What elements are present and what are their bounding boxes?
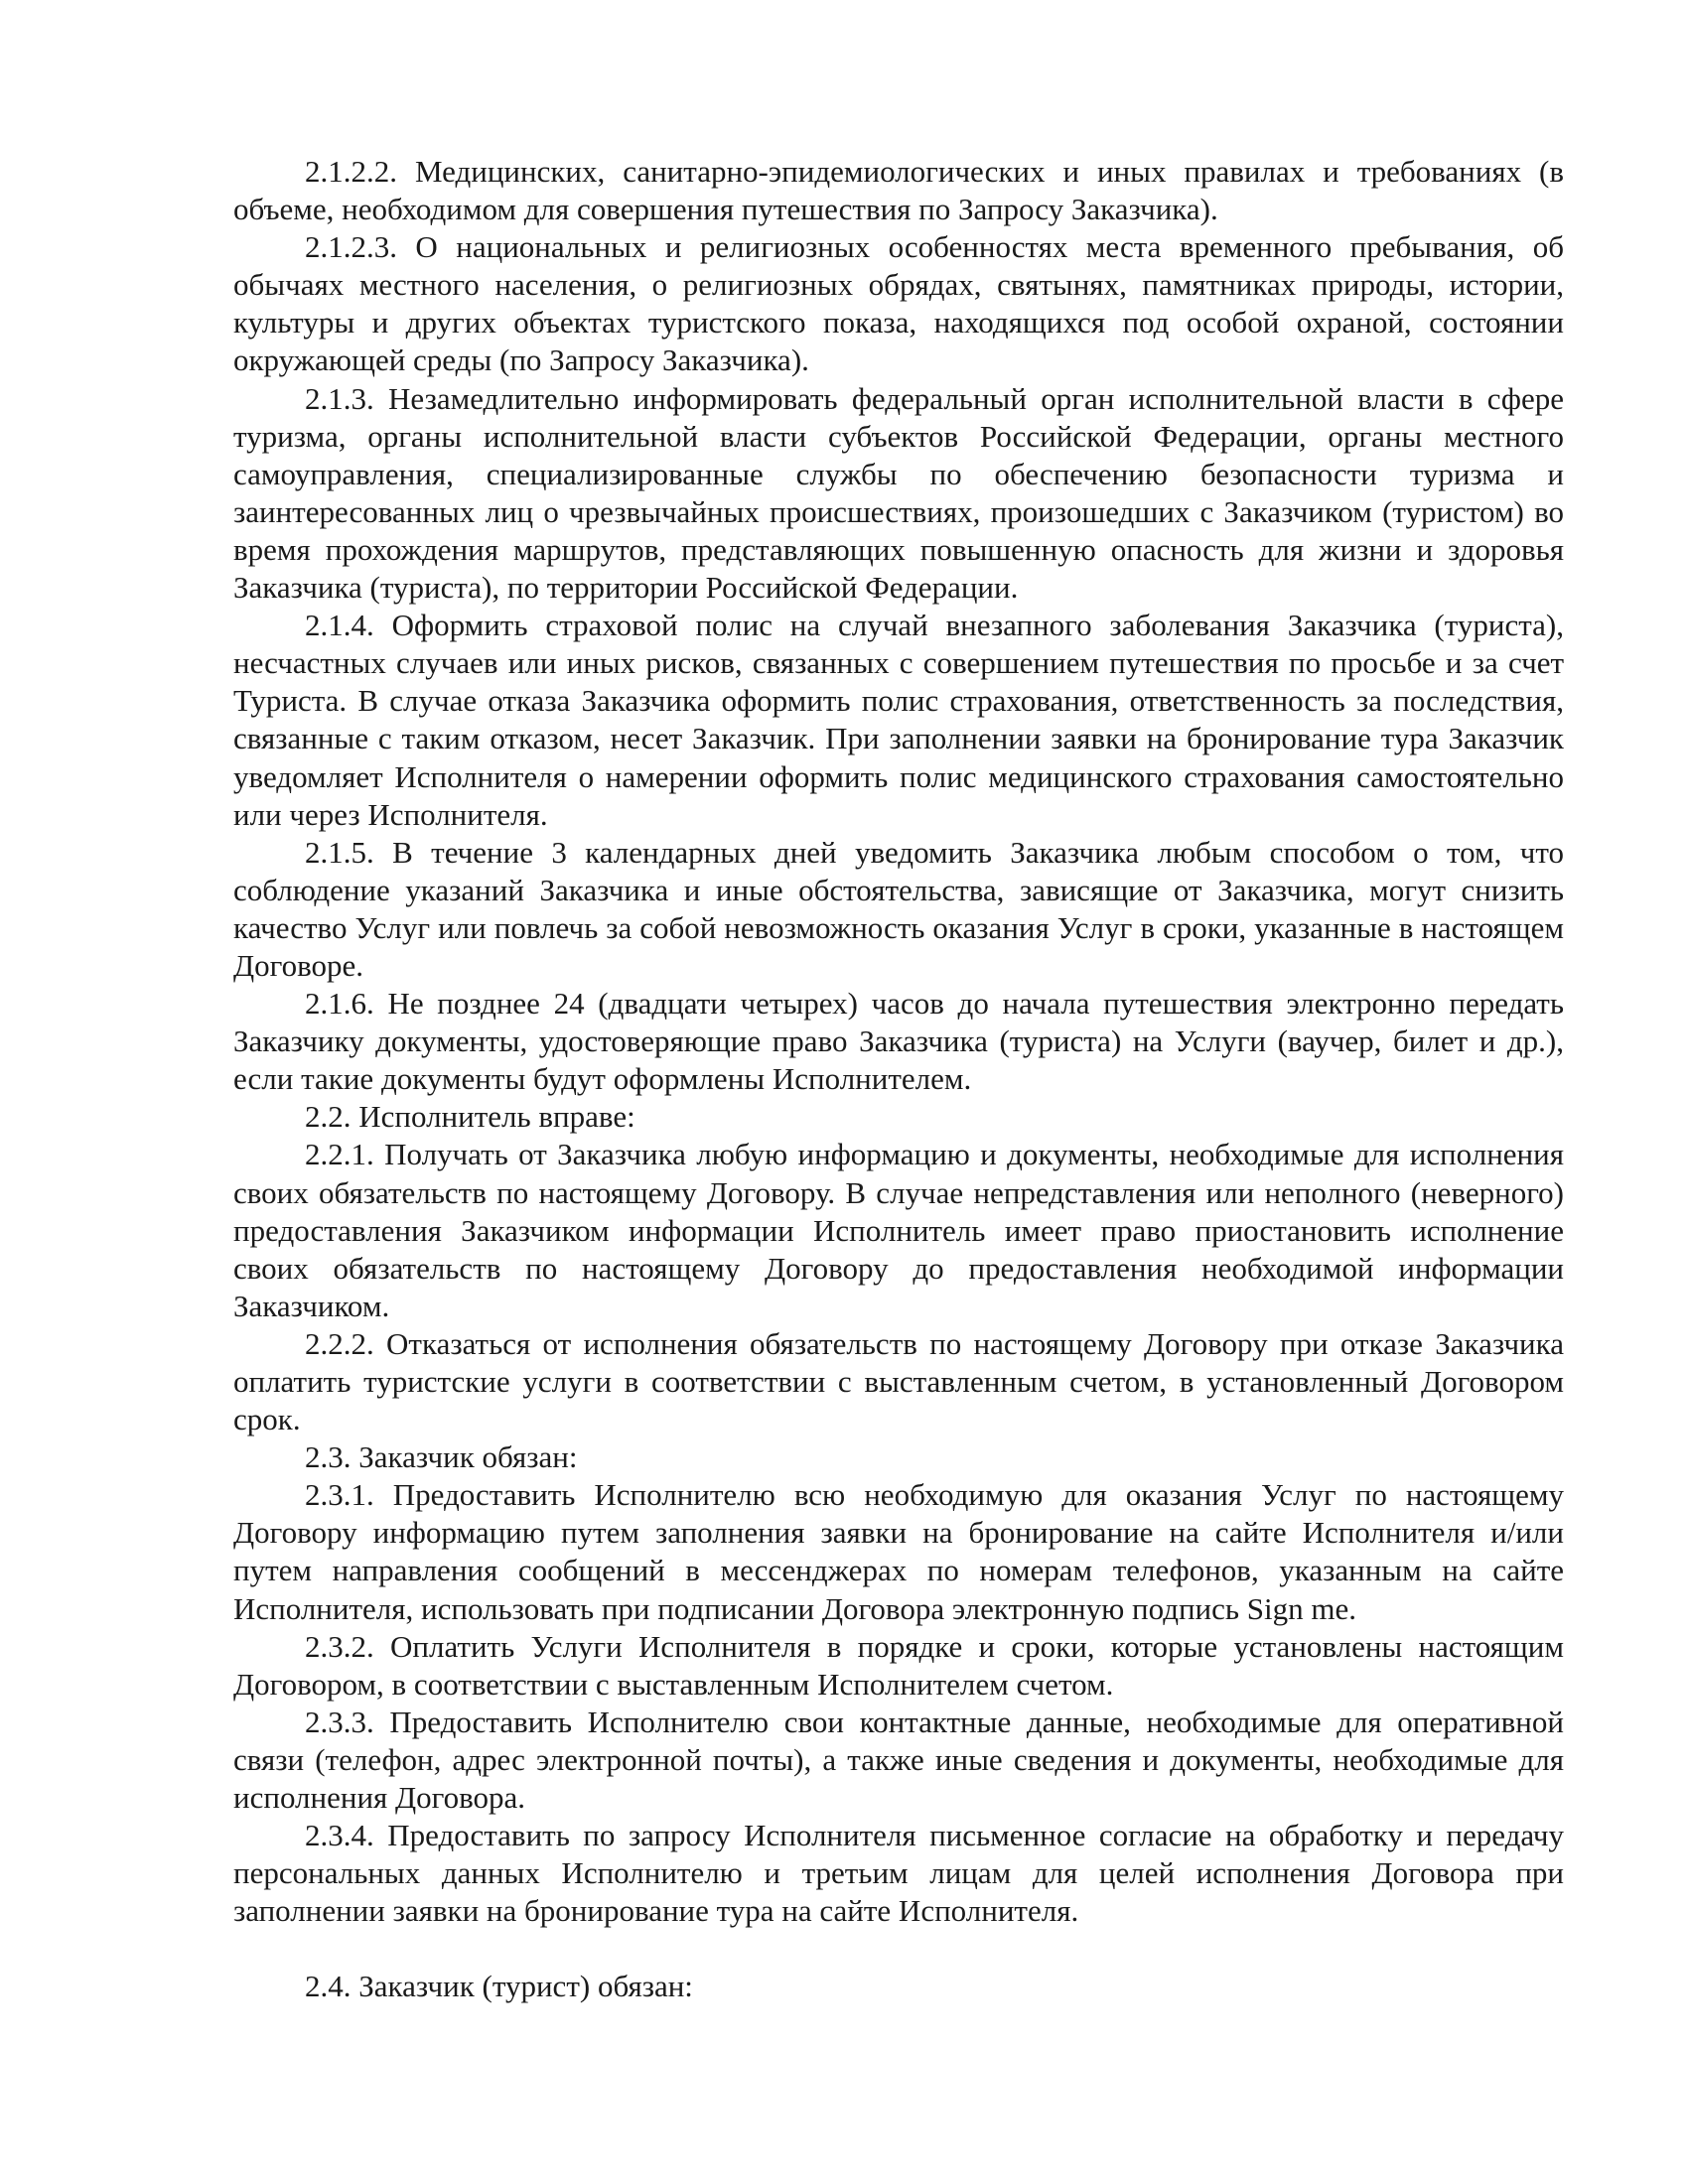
section-2-3-heading: 2.3. Заказчик обязан: bbox=[305, 1439, 578, 1475]
clause-2-3-1: 2.3.1. Предоставить Исполнителю всю необходимую для оказания Услуг по настоящему Договору информацию путем заполнения заявки на бронирование на сайте Исполнителя и/или путем направления сообщений в мессенджерах по номерам телефонов, указанным на сайте Исполнителя, использовать при подписании Договора электронную подпись Sign me. bbox=[233, 1477, 1564, 1626]
section-2-2-heading: 2.2. Исполнитель вправе: bbox=[305, 1099, 635, 1135]
clause-2-1-5: 2.1.5. В течение 3 календарных дней уведомить Заказчика любым способом о том, что соблюдение указаний Заказчика и иные обстоятельства, зависящие от Заказчика, могут снизить качество Услуг или повлечь за собой невозможность оказания Услуг в сроки, указанные в настоящем Договоре. bbox=[233, 834, 1564, 983]
clause-2-3-2: 2.3.2. Оплатить Услуги Исполнителя в порядке и сроки, которые установлены настоящим Договором, в соответствии с выставленным Исполнителем счетом. bbox=[233, 1628, 1564, 1702]
clause-2-1-3: 2.1.3. Незамедлительно информировать федеральный орган исполнительной власти в сфере туризма, органы исполнительной власти субъектов Российской Федерации, органы местного самоуправления, специализированные службы по обеспечению безопасности туризма и заинтересованных лиц о чрезвычайных происшествиях, произошедших с Заказчиком (туристом) во время прохождения маршрутов, представляющих повышенную опасность для жизни и здоровья Заказчика (туриста), по территории Российской Федерации. bbox=[233, 380, 1564, 606]
clause-2-1-6: 2.1.6. Не позднее 24 (двадцати четырех) часов до начала путешествия электронно передать Заказчику документы, удостоверяющие право Заказчика (туриста) на Услуги (ваучер, билет и др.), если такие документы будут оформлены Исполнителем. bbox=[233, 986, 1564, 1097]
document-page bbox=[233, 153, 1564, 2006]
clause-2-2-1: 2.2.1. Получать от Заказчика любую информацию и документы, необходимые для исполнения своих обязательств по настоящему Договору. В случае непредставления или неполного (неверного) предоставления Заказчиком информации Исполнитель имеет право приостановить исполнение своих обязательств по настоящему Договору до предоставления необходимой информации Заказчиком. bbox=[233, 1137, 1564, 1323]
clause-2-3-3: 2.3.3. Предоставить Исполнителю свои контактные данные, необходимые для оперативной связи (телефон, адрес электронной почты), а также иные сведения и документы, необходимые для исполнения Договора. bbox=[233, 1704, 1564, 1816]
clause-2-1-2-2: 2.1.2.2. Медицинских, санитарно-эпидемиологических и иных правилах и требованиях (в объеме, необходимом для совершения путешествия по Запросу Заказчика). bbox=[233, 154, 1564, 227]
blank-line bbox=[233, 1930, 1564, 1968]
clause-2-1-4: 2.1.4. Оформить страховой полис на случай внезапного заболевания Заказчика (туриста), несчастных случаев или иных рисков, связанных с совершением путешествия по просьбе и за счет Туриста. В случае отказа Заказчика оформить полис страхования, ответственность за последствия, связанные с таким отказом, несет Заказчик. При заполнении заявки на бронирование тура Заказчик уведомляет Исполнителя о намерении оформить полис медицинского страхования самостоятельно или через Исполнителя. bbox=[233, 608, 1564, 832]
clause-2-2-2: 2.2.2. Отказаться от исполнения обязательств по настоящему Договору при отказе Заказчика оплатить туристские услуги в соответствии с выставленным счетом, в установленный Договором срок. bbox=[233, 1325, 1564, 1437]
clause-2-1-2-3: 2.1.2.3. О национальных и религиозных особенностях места временного пребывания, об обычаях местного населения, о религиозных обрядах, святынях, памятниках природы, истории, культуры и других объектах туристского показа, находящихся под особой охраной, состоянии окружающей среды (по Запросу Заказчика). bbox=[233, 229, 1564, 378]
section-2-4-heading: 2.4. Заказчик (турист) обязан: bbox=[305, 1969, 693, 2004]
clause-2-3-4: 2.3.4. Предоставить по запросу Исполнителя письменное согласие на обработку и передачу персональных данных Исполнителю и третьим лицам для целей исполнения Договора при заполнении заявки на бронирование тура на сайте Исполнителя. bbox=[233, 1818, 1564, 1929]
